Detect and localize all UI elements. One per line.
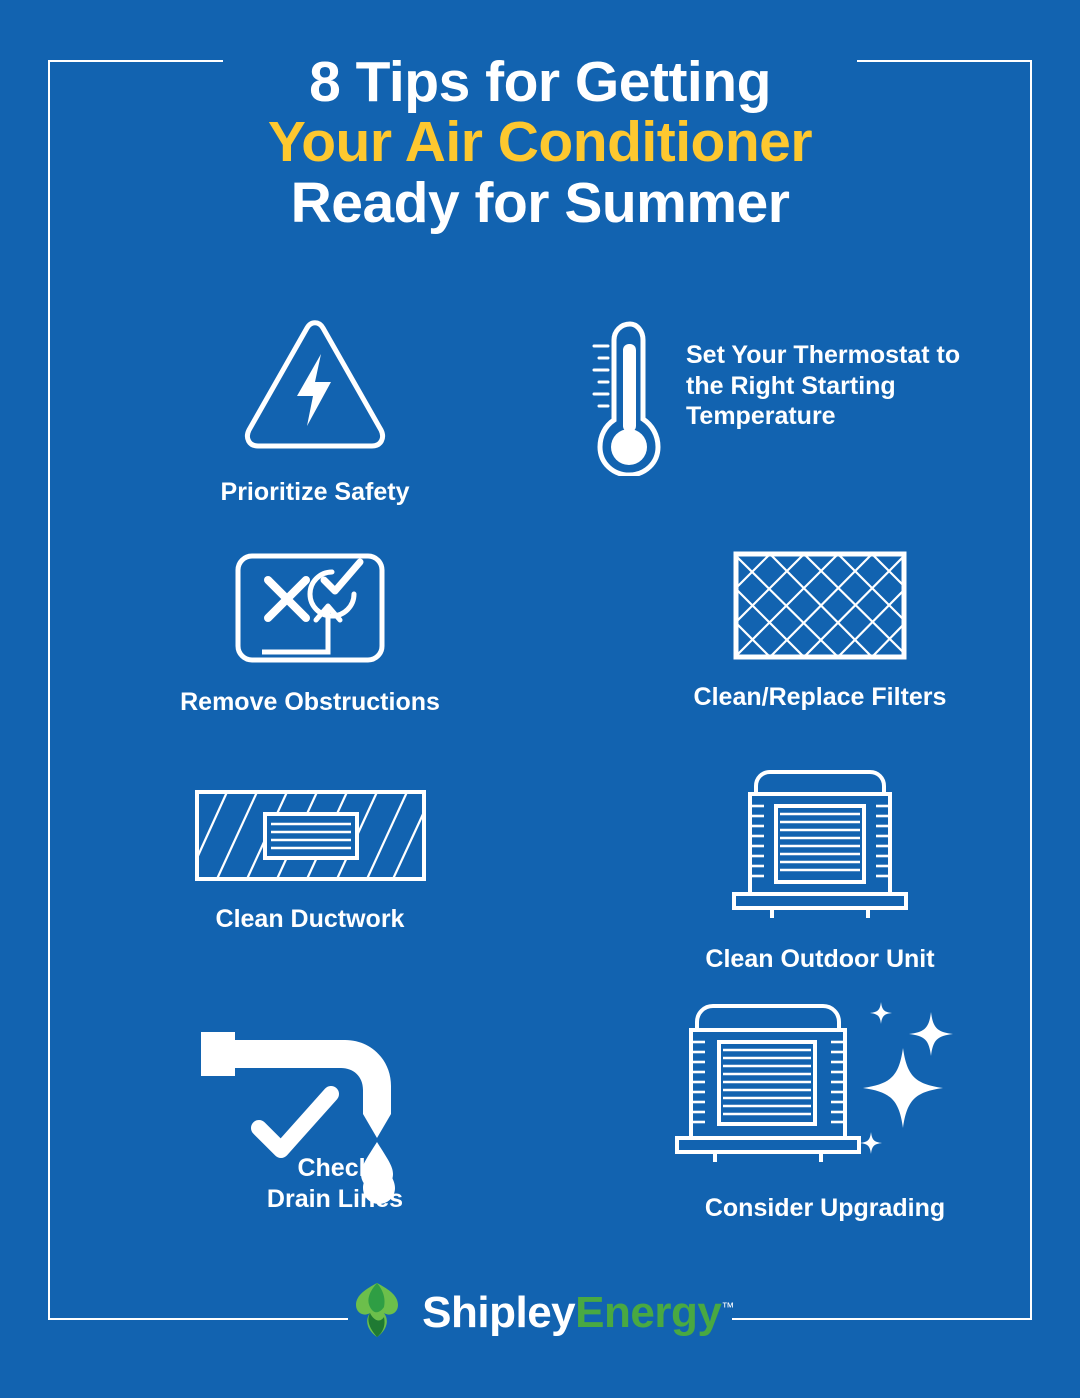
headline-line-3: Ready for Summer: [290, 170, 790, 235]
headline-line-2: Your Air Conditioner: [267, 110, 813, 175]
tip-item-set-thermostat: [590, 316, 1010, 481]
tip-item-clean-outdoor-unit: [660, 762, 980, 975]
footer: [0, 1279, 1080, 1346]
tip-item-clean-replace-filters: [650, 548, 990, 713]
tip-label-prioritize-safety: Prioritize Safety: [220, 478, 410, 506]
tip-label-consider-upgrading: Consider Upgrading: [704, 1194, 946, 1222]
tip-label-clean-ductwork: Clean Ductwork: [215, 905, 405, 933]
tip-label-check-drain-lines-line2: Drain Lines: [266, 1184, 404, 1213]
tips-grid: [60, 300, 1020, 1250]
page-title: [0, 52, 1080, 233]
obstruction-airflow-icon: [110, 548, 510, 673]
trademark-symbol: ™: [721, 1298, 734, 1314]
tip-item-check-drain-lines: [140, 1018, 480, 1223]
tip-label-clean-replace-filters: Clean/Replace Filters: [693, 683, 947, 711]
tip-label-check-drain-lines-line1: Check: [297, 1154, 373, 1182]
brand-name-shipley: Shipley: [422, 1287, 576, 1337]
brand-wordmark: [422, 1288, 734, 1338]
new-condenser-sparkle-icon: [655, 990, 995, 1185]
electrical-hazard-triangle-icon: [150, 312, 480, 467]
tip-label-remove-obstructions: Remove Obstructions: [180, 688, 440, 716]
tip-item-prioritize-safety: [150, 312, 480, 508]
tip-label-clean-outdoor-unit: Clean Outdoor Unit: [705, 945, 935, 973]
frame-border-right: [1030, 60, 1032, 1320]
headline-line-1: 8 Tips for Getting: [309, 50, 771, 114]
air-filter-icon: [650, 548, 990, 668]
brand-logo[interactable]: [346, 1279, 734, 1346]
brand-name-energy: Energy: [575, 1287, 722, 1337]
tip-item-remove-obstructions: [110, 548, 510, 718]
shipley-energy-logo-mark: [346, 1279, 408, 1346]
ductwork-vent-icon: [130, 788, 490, 888]
tip-item-clean-ductwork: [130, 788, 490, 935]
outdoor-condenser-unit-icon: [660, 762, 980, 932]
frame-border-left: [48, 60, 50, 1320]
tip-label-set-thermostat: Set Your Thermostat to the Right Starting Temperature: [686, 341, 961, 430]
tip-label-check-drain-lines: [240, 1153, 430, 1214]
thermometer-icon: [590, 316, 670, 481]
tip-item-consider-upgrading: [655, 990, 995, 1224]
